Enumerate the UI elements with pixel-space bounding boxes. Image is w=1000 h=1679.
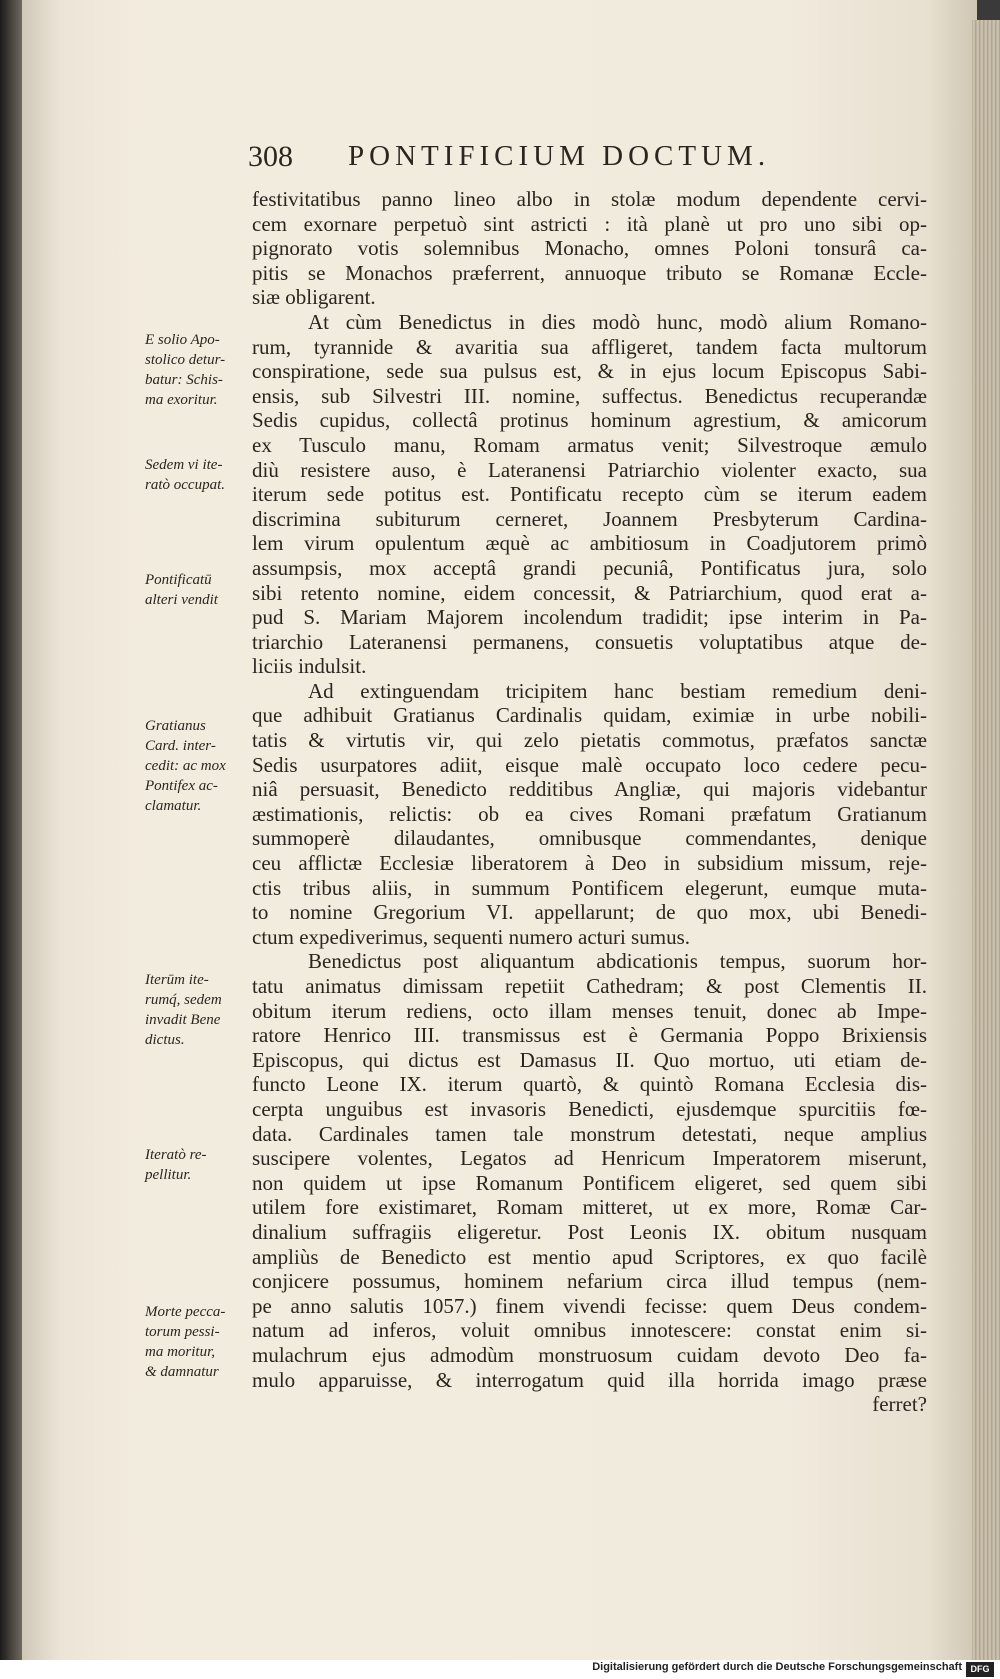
running-title: PONTIFICIUM DOCTUM. — [348, 140, 771, 172]
footer-credit: Digitalisierung gefördert durch die Deutsche Forschungsgemeinschaft — [592, 1661, 962, 1673]
dfg-logo: DFG — [966, 1662, 994, 1677]
text-line: summoperè dilaudantes, omnibusque commendantes, denique — [252, 826, 927, 851]
text-line: sibi retento nomine, eidem concessit, & Patriarchium, quod erat a- — [252, 580, 927, 605]
text-line: liciis indulsit. — [252, 654, 367, 679]
text-line: assumpsis, mox acceptâ grandi pecuniâ, Pontificatus jura, solo — [252, 555, 927, 580]
marginal-note: Iteratò re- pellitur. — [145, 1147, 207, 1183]
text-line: tatis & virtutis vir, qui zelo pietatis commotus, præfatos sanctæ — [252, 728, 927, 753]
text-line: data. Cardinales tamen tale monstrum detestati, neque amplius — [252, 1121, 927, 1146]
marginal-note: E solio Apo- stolico detur- batur: Schis- ma exoritur. — [145, 332, 226, 408]
marginal-note: Sedem vi ite- ratò occupat. — [145, 457, 225, 493]
text-line: conspiratione, sede sua pulsus est, & in ejus locum Episcopus Sabi- — [252, 359, 927, 384]
text-line: niâ persuasit, Benedicto redditibus Angliæ, qui majoris videbantur — [252, 777, 927, 802]
text-line: rum, tyrannide & avaritia sua affligeret, tandem facta multorum — [252, 334, 927, 359]
marginal-note: Gratianus Card. inter- cedit: ac mox Pontifex ac- clamatur. — [145, 718, 226, 814]
text-line: mulachrum ejus admodùm monstruosum cuidam devoto Deo fa- — [252, 1342, 927, 1367]
text-line: utilem fore existimaret, Romam mitteret, ut ex more, Romæ Car- — [252, 1195, 927, 1220]
body-text — [252, 187, 927, 1417]
page-number: 308 — [248, 140, 293, 173]
text-line: natum ad inferos, voluit omnibus innotescere: constat enim si- — [252, 1318, 927, 1343]
text-line: ceu afflictæ Ecclesiæ liberatorem à Deo in subsidium missum, reje- — [252, 851, 927, 876]
text-line: to nomine Gregorium VI. appellarunt; de quo mox, ubi Benedi- — [252, 900, 927, 925]
text-line: ex Tusculo manu, Romam armatus venit; Silvestroque æmulo — [252, 432, 927, 457]
page-stack-edge — [972, 20, 1000, 1660]
text-line: ctis tribus aliis, in summum Pontificem elegerunt, eumque muta- — [252, 875, 927, 900]
text-line: Sedis usurpatores adiit, eisque malè occupato loco cedere pecu- — [252, 752, 927, 777]
text-line: siæ obligarent. — [252, 285, 376, 310]
text-line: que adhibuit Gratianus Cardinalis quidam, eximiæ in urbe nobili- — [252, 703, 927, 728]
marginal-note: Pontificatū alteri vendit — [145, 572, 218, 608]
text-line: functo Leone IX. iterum quartò, & quintò Romana Ecclesia dis- — [252, 1072, 927, 1097]
text-line: cem exornare perpetuò sint astricti : ità planè ut pro uno sibi op- — [252, 211, 927, 236]
text-line: iterum sede potitus est. Pontificatu recepto cùm se iterum eadem — [252, 482, 927, 507]
text-line: ampliùs de Benedicto est mentio apud Scriptores, ex quo facilè — [252, 1244, 927, 1269]
text-line: conjicere possumus, hominem nefarium circa illud tempus (nem- — [252, 1269, 927, 1294]
text-line: ctum expediverimus, sequenti numero acturi sumus. — [252, 924, 690, 949]
text-line: festivitatibus panno lineo albo in stolæ modum dependente cervi- — [252, 187, 927, 211]
text-line: pud S. Mariam Majorem incolendum tradidit; ipse interim in Pa- — [252, 605, 927, 630]
text-line: obitum iterum rediens, octo illam menses tenuit, donec ab Impe- — [252, 998, 927, 1023]
text-line: Ad extinguendam tricipitem hanc bestiam remedium deni- — [308, 678, 927, 703]
text-line: pe anno salutis 1057.) finem vivendi fecisse: quem Deus condem- — [252, 1293, 927, 1318]
text-line: dinalium suffragiis eligeretur. Post Leonis IX. obitum nusquam — [252, 1219, 927, 1244]
text-line: ferret? — [872, 1392, 927, 1417]
text-line: suscipere volentes, Legatos ad Henricum Imperatorem miserunt, — [252, 1146, 927, 1171]
text-line: tatu animatus dimissam repetiit Cathedram; & post Clementis II. — [252, 974, 927, 998]
text-line: cerpta unguibus est invasoris Benedicti, ejusdemque spurcitiis fœ- — [252, 1096, 927, 1121]
text-line: Episcopus, qui dictus est Damasus II. Quo mortuo, uti etiam de- — [252, 1047, 927, 1072]
text-line: triarchio Lateranensi permanens, consuetis voluptatibus atque de- — [252, 629, 927, 654]
marginal-note: Iterūm ite- rumq́, sedem invadit Bene dictus. — [145, 972, 222, 1048]
text-line: ratore Henrico III. transmissus est è Germania Poppo Brixiensis — [252, 1023, 927, 1048]
text-line: non quidem ut ipse Romanum Pontificem eligeret, sed quem sibi — [252, 1170, 927, 1195]
text-line: pitis se Monachos præferrent, annuoque tributo se Romanæ Eccle- — [252, 260, 927, 285]
text-line: lem virum opulentum æquè ac ambitiosum in Coadjutorem primò — [252, 531, 927, 556]
page-header — [248, 140, 848, 180]
text-line: At cùm Benedictus in dies modò hunc, modò alium Romano- — [308, 309, 927, 334]
marginal-note: Morte pecca- torum pessi- ma moritur, & damnatur — [145, 1304, 226, 1380]
text-line: Benedictus post aliquantum abdicationis tempus, suorum hor- — [308, 949, 927, 974]
text-line: Sedis cupidus, collectâ protinus hominum agrestium, & amicorum — [252, 408, 927, 433]
text-line: pignorato votis solemnibus Monacho, omnes Poloni tonsurâ ca- — [252, 236, 927, 261]
text-line: discrimina subiturum cerneret, Joannem Presbyterum Cardina- — [252, 506, 927, 531]
text-line: mulo apparuisse, & interrogatum quid illa horrida imago præse — [252, 1367, 927, 1392]
text-line: diù resistere auso, è Lateranensi Patriarchio violenter exacto, sua — [252, 457, 927, 482]
text-line: æstimationis, relictis: ob ea cives Romani præfatum Gratianum — [252, 801, 927, 826]
text-line: ensis, sub Silvestri III. nomine, suffectus. Benedictus recuperandæ — [252, 383, 927, 408]
